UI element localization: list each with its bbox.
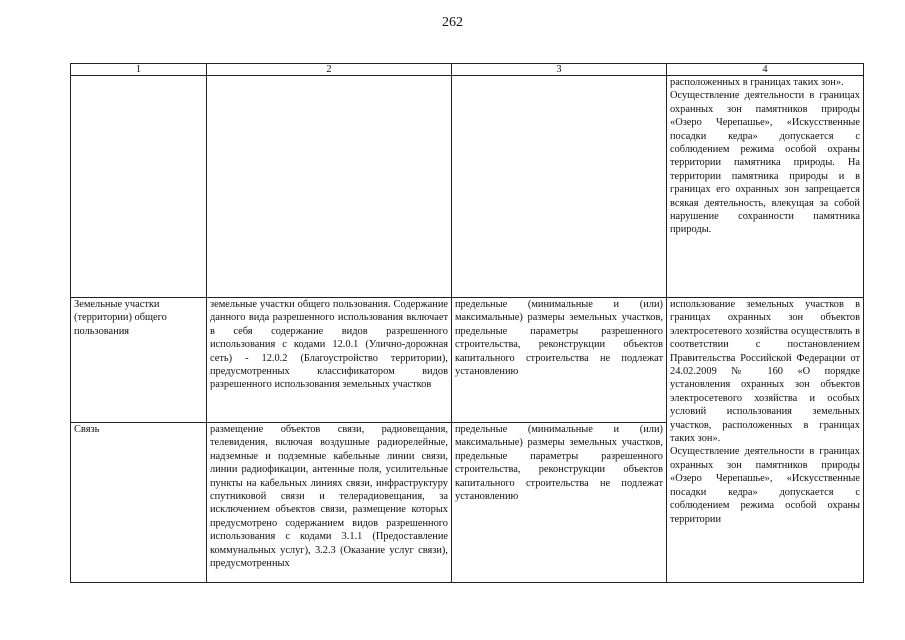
row2-use-description: земельные участки общего пользования. Содержание данного вида разрешенного использования включает в себя содержание видов разрешенного использования с кодами 12.0.1 (Улично-дорожная сеть) - 12.0.2 (Благоустройство территории), предусмотренных классификатором видов разрешенного использования земельных участков <box>207 298 452 423</box>
column-header-3: 3 <box>452 64 667 76</box>
row2-parameters: предельные (минимальные и (или) максимальные) размеры земельных участков, предельные параметры разрешенного строительства, реконструкции объектов капитального строительства не подлежат установлению <box>452 298 667 423</box>
column-header-2: 2 <box>207 64 452 76</box>
spanning-col4-paragraph-2: Осуществление деятельности в границах охранных зон памятников природы «Озеро Черепашье», «Искусственные посадки кедра» допускается с соблюдением режима особой охраны территории <box>670 446 860 525</box>
row1-col2-cell <box>207 76 452 298</box>
row1-col4-cell <box>667 76 864 298</box>
column-header-1: 1 <box>71 64 207 76</box>
row2-use-type: Земельные участки (территории) общего пользования <box>71 298 207 423</box>
column-header-4: 4 <box>667 64 864 76</box>
table-row <box>71 76 864 298</box>
row1-col4-paragraph-2: Осуществление деятельности в границах охранных зон памятников природы «Озеро Черепашье», «Искусственные посадки кедра» допускается с соблюдением режима особой охраны территории памятника природы. На территории памятника природы и в границах его охранных зон запрещается всякая деятельность, влекущая за собой нарушение сохранности памятника природы. <box>670 90 860 236</box>
row1-col3-cell <box>452 76 667 298</box>
spanning-col4-paragraph-1: использование земельных участков в границах охранных зон объектов электросетевого хозяйства осуществлять в соответствии с постановлением Правительства Российской Федерации от 24.02.2009 № 160 «О порядке установления охранных зон объектов электросетевого хозяйства и особых условий использования земельных участков, расположенных в границах таких зон». <box>670 299 860 445</box>
spanning-col4-cell <box>667 298 864 583</box>
row3-use-type: Связь <box>71 423 207 583</box>
spanning-col4-content <box>670 298 860 581</box>
row1-col4-paragraph-1: расположенных в границах таких зон». <box>670 77 844 88</box>
row3-parameters: предельные (минимальные и (или) максимальные) размеры земельных участков, предельные параметры разрешенного строительства, реконструкции объектов капитального строительства не подлежат установлению <box>452 423 667 583</box>
table-header-row <box>71 64 864 76</box>
page-number: 262 <box>442 15 463 30</box>
table-row <box>71 298 864 423</box>
row1-col1-cell <box>71 76 207 298</box>
land-use-table <box>70 63 864 583</box>
row3-use-description: размещение объектов связи, радиовещания, телевидения, включая воздушные радиорелейные, надземные и подземные кабельные линии связи, линии радиофикации, антенные поля, усилительные пункты на кабельных линиях связи, инфраструктуру спутниковой связи и телерадиовещания, за исключением объектов связи, размещение которых предусмотрено содержанием видов разрешенного использования с кодами 3.1.1 (Предоставление коммунальных услуг), 3.2.3 (Оказание услуг связи), предусмотренных <box>207 423 452 583</box>
